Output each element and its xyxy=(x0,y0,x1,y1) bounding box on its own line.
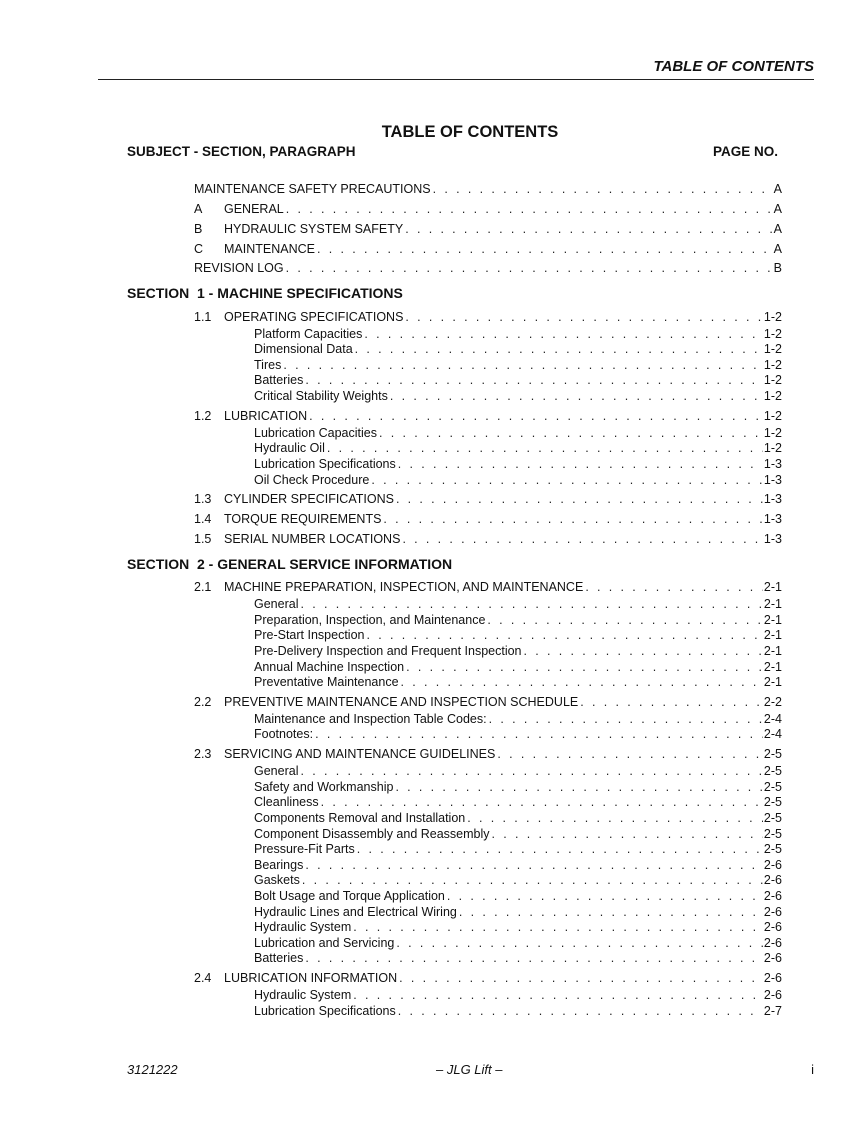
toc-entry-title: TORQUE REQUIREMENTS xyxy=(224,512,382,526)
toc-entry-title: Dimensional Data xyxy=(254,342,353,356)
toc-subentry[interactable] xyxy=(254,827,782,842)
footer-publisher: – JLG Lift – xyxy=(436,1062,503,1077)
toc-subentry[interactable] xyxy=(254,936,782,951)
dot-leader xyxy=(585,580,763,595)
toc-entry-page: 1-2 xyxy=(763,373,782,387)
section-1-heading[interactable]: SECTION 1 - MACHINE SPECIFICATIONS xyxy=(127,285,403,301)
toc-subentry[interactable] xyxy=(254,597,782,612)
dot-leader xyxy=(396,936,763,951)
toc-entry-title: Cleanliness xyxy=(254,795,319,809)
column-header-subject: SUBJECT - SECTION, PARAGRAPH xyxy=(127,144,356,159)
toc-subentry[interactable] xyxy=(254,764,782,779)
dot-leader xyxy=(300,597,762,612)
toc-entry-page: 2-5 xyxy=(763,747,782,761)
toc-entry[interactable] xyxy=(194,695,782,710)
dot-leader xyxy=(398,457,763,472)
dot-leader xyxy=(402,532,762,547)
toc-subentry[interactable] xyxy=(254,727,782,742)
toc-entry-page: 1-3 xyxy=(763,512,782,526)
toc-subentry[interactable] xyxy=(254,644,782,659)
toc-entry-title: Bearings xyxy=(254,858,304,872)
dot-leader xyxy=(379,426,763,441)
toc-entry-title: Annual Machine Inspection xyxy=(254,660,405,674)
toc-entry-page: 2-1 xyxy=(763,644,782,658)
dot-leader xyxy=(405,310,763,325)
page-title: TABLE OF CONTENTS xyxy=(381,123,559,141)
toc-entry-number: 1.4 xyxy=(194,512,212,526)
toc-entry-title: Pressure-Fit Parts xyxy=(254,842,355,856)
toc-entry-number: 2.4 xyxy=(194,971,212,985)
toc-entry-page: 2-1 xyxy=(763,580,782,594)
toc-entry-number: 1.2 xyxy=(194,409,212,423)
toc-entry-page: 2-1 xyxy=(763,628,782,642)
toc-entry-title: Bolt Usage and Torque Application xyxy=(254,889,445,903)
toc-entry-page: A xyxy=(773,242,782,256)
toc-entry-page: 1-3 xyxy=(763,492,782,506)
toc-subentry[interactable] xyxy=(254,1004,782,1019)
toc-entry-title: Preventative Maintenance xyxy=(254,675,399,689)
dot-leader xyxy=(433,182,773,197)
toc-entry-page: 2-5 xyxy=(763,764,782,778)
toc-entry-number: 1.1 xyxy=(194,310,212,324)
footer-doc-number: 3121222 xyxy=(127,1062,178,1077)
toc-entry-title: Critical Stability Weights xyxy=(254,389,388,403)
section-2-heading[interactable]: SECTION 2 - GENERAL SERVICE INFORMATION xyxy=(127,556,453,572)
toc-entry-title: MACHINE PREPARATION, INSPECTION, AND MAINTENANCE xyxy=(224,580,584,594)
dot-leader xyxy=(383,512,763,527)
dot-leader xyxy=(309,409,763,424)
toc-entry-title: LUBRICATION xyxy=(224,409,308,423)
toc-subentry[interactable] xyxy=(254,426,782,441)
dot-leader xyxy=(300,764,762,779)
dot-leader xyxy=(283,358,763,373)
dot-leader xyxy=(492,827,763,842)
toc-entry-title: Maintenance and Inspection Table Codes: xyxy=(254,712,487,726)
dot-leader xyxy=(353,988,763,1003)
toc-subentry[interactable] xyxy=(254,905,782,920)
toc-entry-number: B xyxy=(194,222,203,236)
toc-entry[interactable] xyxy=(194,242,782,257)
toc-entry-title: REVISION LOG xyxy=(194,261,284,275)
toc-entry-page: 2-1 xyxy=(763,597,782,611)
toc-entry-title: SERVICING AND MAINTENANCE GUIDELINES xyxy=(224,747,496,761)
toc-entry-number: 2.3 xyxy=(194,747,212,761)
toc-entry-page: 1-2 xyxy=(763,426,782,440)
toc-entry-page: 1-2 xyxy=(763,441,782,455)
toc-entry[interactable] xyxy=(194,512,782,527)
dot-leader xyxy=(327,441,763,456)
dot-leader xyxy=(315,727,763,742)
toc-entry-page: A xyxy=(773,182,782,196)
toc-entry-title: Hydraulic System xyxy=(254,988,352,1002)
toc-subentry[interactable] xyxy=(254,842,782,857)
toc-entry-page: 2-2 xyxy=(763,695,782,709)
toc-entry-page: 2-6 xyxy=(763,971,782,985)
toc-entry-number: A xyxy=(194,202,203,216)
toc-subentry[interactable] xyxy=(254,628,782,643)
dot-leader xyxy=(357,842,763,857)
dot-leader xyxy=(459,905,763,920)
toc-entry-title: General xyxy=(254,597,299,611)
toc-entry-number: 2.2 xyxy=(194,695,212,709)
toc-entry-page: 1-3 xyxy=(763,532,782,546)
toc-entry-page: 2-5 xyxy=(763,780,782,794)
toc-entry-page: 1-2 xyxy=(763,389,782,403)
dot-leader xyxy=(353,920,763,935)
toc-entry-page: 2-6 xyxy=(763,889,782,903)
toc-entry-page: 2-5 xyxy=(763,795,782,809)
toc-entry-title: Hydraulic Lines and Electrical Wiring xyxy=(254,905,457,919)
toc-entry-page: 2-7 xyxy=(763,1004,782,1018)
dot-leader xyxy=(406,660,763,675)
toc-entry[interactable] xyxy=(194,261,782,276)
dot-leader xyxy=(286,202,773,217)
dot-leader xyxy=(487,613,763,628)
toc-entry-title: Gaskets xyxy=(254,873,300,887)
toc-entry-title: Oil Check Procedure xyxy=(254,473,370,487)
toc-entry-title: Lubrication Specifications xyxy=(254,457,396,471)
dot-leader xyxy=(305,373,763,388)
toc-subentry[interactable] xyxy=(254,988,782,1003)
toc-entry[interactable] xyxy=(194,492,782,507)
toc-entry[interactable] xyxy=(194,747,782,762)
toc-subentry[interactable] xyxy=(254,389,782,404)
toc-entry-page: A xyxy=(773,202,782,216)
toc-entry-title: MAINTENANCE xyxy=(224,242,315,256)
toc-entry-page: A xyxy=(773,222,782,236)
toc-entry-page: B xyxy=(773,261,782,275)
header-rule xyxy=(98,79,814,80)
toc-entry-page: 2-1 xyxy=(763,613,782,627)
toc-entry-page: 1-2 xyxy=(763,342,782,356)
toc-entry-title: GENERAL xyxy=(224,202,284,216)
toc-entry-title: PREVENTIVE MAINTENANCE AND INSPECTION SCHEDULE xyxy=(224,695,579,709)
toc-entry-title: CYLINDER SPECIFICATIONS xyxy=(224,492,394,506)
toc-entry-title: MAINTENANCE SAFETY PRECAUTIONS xyxy=(194,182,431,196)
toc-entry-title: General xyxy=(254,764,299,778)
toc-subentry[interactable] xyxy=(254,660,782,675)
dot-leader xyxy=(355,342,763,357)
toc-entry-title: Lubrication and Servicing xyxy=(254,936,395,950)
dot-leader xyxy=(467,811,763,826)
toc-entry-number: 2.1 xyxy=(194,580,212,594)
toc-entry-number: C xyxy=(194,242,204,256)
dot-leader xyxy=(580,695,763,710)
toc-entry-page: 2-6 xyxy=(763,873,782,887)
toc-entry-page: 2-5 xyxy=(763,811,782,825)
dot-leader xyxy=(302,873,763,888)
toc-entry-title: Lubrication Capacities xyxy=(254,426,377,440)
toc-entry-title: Platform Capacities xyxy=(254,327,363,341)
toc-entry-page: 2-6 xyxy=(763,920,782,934)
toc-entry-page: 1-3 xyxy=(763,457,782,471)
dot-leader xyxy=(489,712,763,727)
toc-entry-title: Components Removal and Installation xyxy=(254,811,466,825)
toc-entry-title: Hydraulic Oil xyxy=(254,441,325,455)
toc-entry-title: Hydraulic System xyxy=(254,920,352,934)
toc-entry-page: 1-2 xyxy=(763,358,782,372)
toc-entry-title: Pre-Delivery Inspection and Frequent Inspection xyxy=(254,644,522,658)
toc-entry-title: LUBRICATION INFORMATION xyxy=(224,971,398,985)
toc-entry[interactable] xyxy=(194,222,782,237)
toc-entry-page: 1-2 xyxy=(763,409,782,423)
toc-entry-page: 2-6 xyxy=(763,951,782,965)
toc-entry-page: 1-2 xyxy=(763,327,782,341)
toc-entry-title: Lubrication Specifications xyxy=(254,1004,396,1018)
toc-entry-page: 2-6 xyxy=(763,936,782,950)
toc-subentry[interactable] xyxy=(254,920,782,935)
toc-entry-title: Preparation, Inspection, and Maintenance xyxy=(254,613,486,627)
dot-leader xyxy=(305,858,763,873)
toc-entry[interactable] xyxy=(194,532,782,547)
toc-subentry[interactable] xyxy=(254,951,782,966)
toc-subentry[interactable] xyxy=(254,441,782,456)
toc-entry-title: Batteries xyxy=(254,373,304,387)
toc-subentry[interactable] xyxy=(254,373,782,388)
toc-entry-number: 1.3 xyxy=(194,492,212,506)
toc-subentry[interactable] xyxy=(254,327,782,342)
toc-entry-title: Component Disassembly and Reassembly xyxy=(254,827,490,841)
toc-entry-title: HYDRAULIC SYSTEM SAFETY xyxy=(224,222,404,236)
toc-entry[interactable] xyxy=(194,202,782,217)
toc-entry-title: Safety and Workmanship xyxy=(254,780,394,794)
running-header-title: TABLE OF CONTENTS xyxy=(653,58,814,75)
toc-entry[interactable] xyxy=(194,182,782,197)
toc-entry-page: 2-6 xyxy=(763,988,782,1002)
dot-leader xyxy=(305,951,763,966)
toc-entry-page: 2-6 xyxy=(763,905,782,919)
dot-leader xyxy=(364,327,763,342)
dot-leader xyxy=(395,780,762,795)
toc-subentry[interactable] xyxy=(254,675,782,690)
toc-entry-title: Pre-Start Inspection xyxy=(254,628,365,642)
toc-entry-number: 1.5 xyxy=(194,532,212,546)
dot-leader xyxy=(366,628,762,643)
dot-leader xyxy=(321,795,763,810)
toc-subentry[interactable] xyxy=(254,889,782,904)
toc-entry-page: 2-4 xyxy=(763,727,782,741)
toc-entry[interactable] xyxy=(194,409,782,424)
dot-leader xyxy=(317,242,773,257)
toc-entry-page: 1-3 xyxy=(763,473,782,487)
toc-entry-title: OPERATING SPECIFICATIONS xyxy=(224,310,404,324)
toc-entry-page: 2-1 xyxy=(763,675,782,689)
toc-entry-title: Footnotes: xyxy=(254,727,314,741)
toc-entry[interactable] xyxy=(194,971,782,986)
toc-subentry[interactable] xyxy=(254,473,782,488)
toc-subentry[interactable] xyxy=(254,858,782,873)
toc-subentry[interactable] xyxy=(254,342,782,357)
dot-leader xyxy=(399,971,763,986)
toc-entry-page: 1-2 xyxy=(763,310,782,324)
toc-entry-page: 2-5 xyxy=(763,842,782,856)
toc-subentry[interactable] xyxy=(254,811,782,826)
toc-entry-title: Batteries xyxy=(254,951,304,965)
dot-leader xyxy=(405,222,772,237)
toc-subentry[interactable] xyxy=(254,358,782,373)
toc-subentry[interactable] xyxy=(254,457,782,472)
toc-subentry[interactable] xyxy=(254,712,782,727)
dot-leader xyxy=(286,261,773,276)
toc-subentry[interactable] xyxy=(254,613,782,628)
dot-leader xyxy=(401,675,763,690)
toc-subentry[interactable] xyxy=(254,795,782,810)
toc-subentry[interactable] xyxy=(254,780,782,795)
toc-entry-title: Tires xyxy=(254,358,282,372)
dot-leader xyxy=(524,644,763,659)
toc-entry[interactable] xyxy=(194,580,782,595)
column-header-page-no: PAGE NO. xyxy=(712,144,778,159)
toc-entry-page: 2-5 xyxy=(763,827,782,841)
dot-leader xyxy=(371,473,763,488)
toc-entry-title: SERIAL NUMBER LOCATIONS xyxy=(224,532,401,546)
toc-subentry[interactable] xyxy=(254,873,782,888)
toc-entry-page: 2-6 xyxy=(763,858,782,872)
toc-entry-page: 2-1 xyxy=(763,660,782,674)
dot-leader xyxy=(497,747,763,762)
dot-leader xyxy=(447,889,763,904)
dot-leader xyxy=(396,492,763,507)
dot-leader xyxy=(398,1004,763,1019)
toc-entry-page: 2-4 xyxy=(763,712,782,726)
toc-entry[interactable] xyxy=(194,310,782,325)
footer-page-number: i xyxy=(811,1062,814,1077)
dot-leader xyxy=(390,389,763,404)
